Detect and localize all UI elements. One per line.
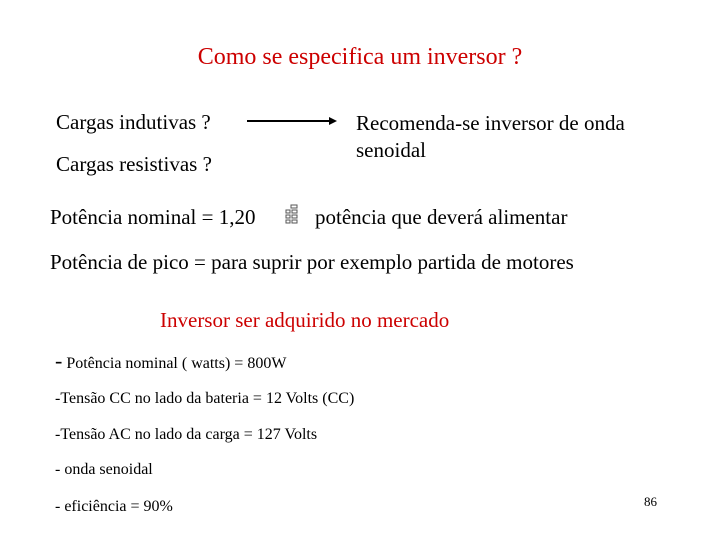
- peak-power-text: Potência de pico = para suprir por exemplo partida de motores: [50, 250, 574, 274]
- spec-nominal-power-text: Potência nominal ( watts) = 800W: [66, 355, 287, 372]
- slide-title: Como se especifica um inversor ?: [197, 44, 523, 70]
- spec-efficiency: - eficiência = 90%: [55, 498, 173, 515]
- resistive-loads-question: Cargas resistivas ?: [56, 152, 212, 176]
- spec-dash: -: [55, 348, 63, 373]
- spec-nominal-power: [55, 348, 286, 374]
- recommendation-text: Recomenda-se inversor de onda senoidal: [356, 111, 625, 162]
- arrow-right-icon: [247, 114, 337, 128]
- spec-ac-voltage: -Tensão AC no lado da carga = 127 Volts: [55, 426, 318, 443]
- nominal-power-label: Potência nominal = 1,20: [50, 205, 256, 229]
- spec-waveform: - onda senoidal: [55, 461, 153, 478]
- small-table-glyph-icon: [285, 204, 299, 226]
- page-number: 86: [644, 494, 657, 509]
- nominal-power-text: potência que deverá alimentar: [315, 205, 568, 229]
- spec-dc-voltage: -Tensão CC no lado da bateria = 12 Volts (CC): [55, 390, 355, 407]
- section-subtitle: Inversor ser adquirido no mercado: [160, 308, 450, 332]
- inductive-loads-question: Cargas indutivas ?: [56, 110, 211, 134]
